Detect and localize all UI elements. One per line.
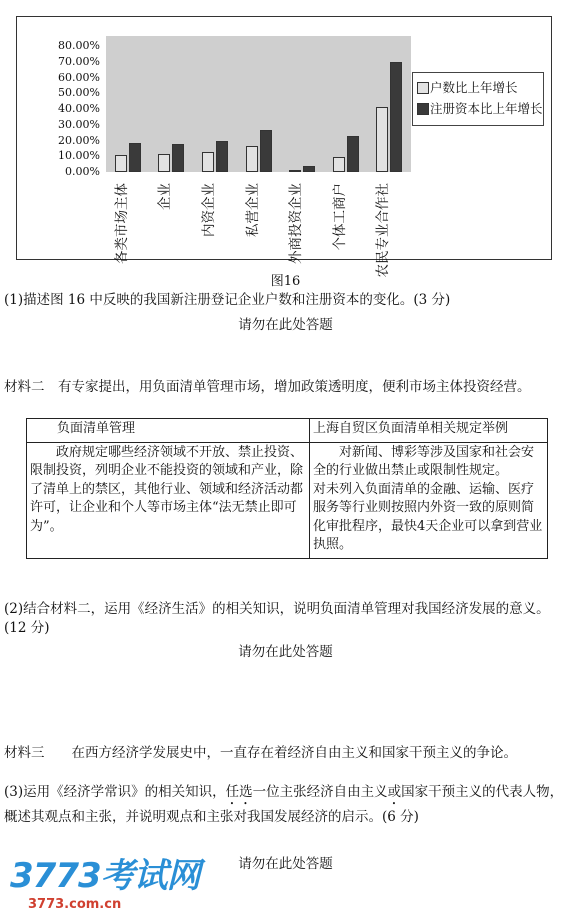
bar-households [246,146,258,172]
material-2: 材料二 有专家提出，用负面清单管理市场，增加政策透明度，便利市场主体投资经营。 [4,379,531,395]
bar-households [333,157,345,172]
bar-households [376,107,388,172]
no-answer-note-1: 请勿在此处答题 [238,317,333,333]
bar-households [202,152,214,172]
bar-capital [347,136,359,172]
legend-label-capital: 注册资本比上年增长 [430,101,543,116]
no-answer-note-2: 请勿在此处答题 [238,644,333,660]
x-category-label: 企业 [157,183,174,210]
x-category-label: 各类市场主体 [113,183,130,264]
question-3 [4,783,564,827]
table-cell-left: 政府规定哪些经济领域不开放、禁止投资、限制投资，列明企业不能投资的领域和产业，除了清单上的禁区，其他行业、领域和经济活动都许可，让企业和个人等市场主体“法无禁止即可为”。 [27,442,310,558]
bar-capital [260,130,272,172]
y-tick-label: 30.00% [58,117,100,131]
y-tick-label: 0.00% [65,165,100,178]
bar-capital [129,143,141,172]
question-2: (2)结合材料二，运用《经济生活》的相关知识，说明负面清单管理对我国经济发展的意义。(12 分) [4,601,550,636]
bar-capital [216,141,228,173]
bar-capital [390,62,402,172]
chart-plot-area [106,36,411,172]
bar-households [115,155,127,172]
chart-legend [412,72,544,126]
x-category-label: 农民专业合作社 [375,183,392,278]
negative-list-table [26,418,548,559]
no-answer-note-3: 请勿在此处答题 [238,856,333,872]
bar-capital [303,166,315,172]
question-1: (1)描述图 16 中反映的我国新注册登记企业户数和注册资本的变化。(3 分) [4,292,451,308]
y-tick-label: 60.00% [58,70,100,84]
question-3-part-2: 一位主张经济自由主义 [252,784,388,800]
question-3-part-1: (3)运用《经济学常识》的相关知识， [4,784,226,800]
legend-label-households: 户数比上年增长 [430,80,518,95]
question-3-emphasis-2: 或 [387,784,402,800]
bar-households [158,154,170,172]
question-3-emphasis-1: 任选 [225,784,253,800]
watermark-url: 3773.com.cn [28,897,122,912]
table-cell-right-line-2: 对未列入负面清单的金融、运输、医疗服务等行业则按照内外资一致的原则简化审批程序，最快4天企业可以拿到营业执照。 [313,481,543,552]
watermark-logo: 3773考试网 [10,856,200,896]
y-tick-label: 70.00% [58,54,100,68]
legend-swatch-households [417,82,429,94]
site-watermark [10,848,200,912]
x-category-label: 外商投资企业 [288,183,305,264]
table-header-left: 负面清单管理 [27,419,310,443]
y-tick-label: 10.00% [58,149,100,163]
material-3: 材料三 在西方经济学发展史中，一直存在着经济自由主义和国家干预主义的争论。 [4,745,517,761]
x-category-label: 内资企业 [200,183,217,237]
bar-capital [172,144,184,172]
y-tick-label: 50.00% [58,86,100,100]
x-category-label: 个体工商户 [331,183,348,251]
x-category-label: 私营企业 [244,183,261,237]
table-cell-right-line-1: 对新闻、博彩等涉及国家和社会安全的行业做出禁止或限制性规定。 [313,444,535,478]
y-tick-label: 20.00% [58,133,100,147]
bar-households [289,170,301,172]
figure-caption: 图16 [270,274,301,289]
y-tick-label: 40.00% [58,102,100,115]
table-header-right: 上海自贸区负面清单相关规定举例 [310,419,548,443]
question-3-part-3: 国家干预主义的代表人物，概述其观点和主张，并说明观点和主张对我国发展经济的启示。(6 分) [4,784,564,825]
y-tick-label: 80.00% [58,39,100,52]
table-cell-right [310,442,548,558]
legend-swatch-capital [417,103,429,115]
